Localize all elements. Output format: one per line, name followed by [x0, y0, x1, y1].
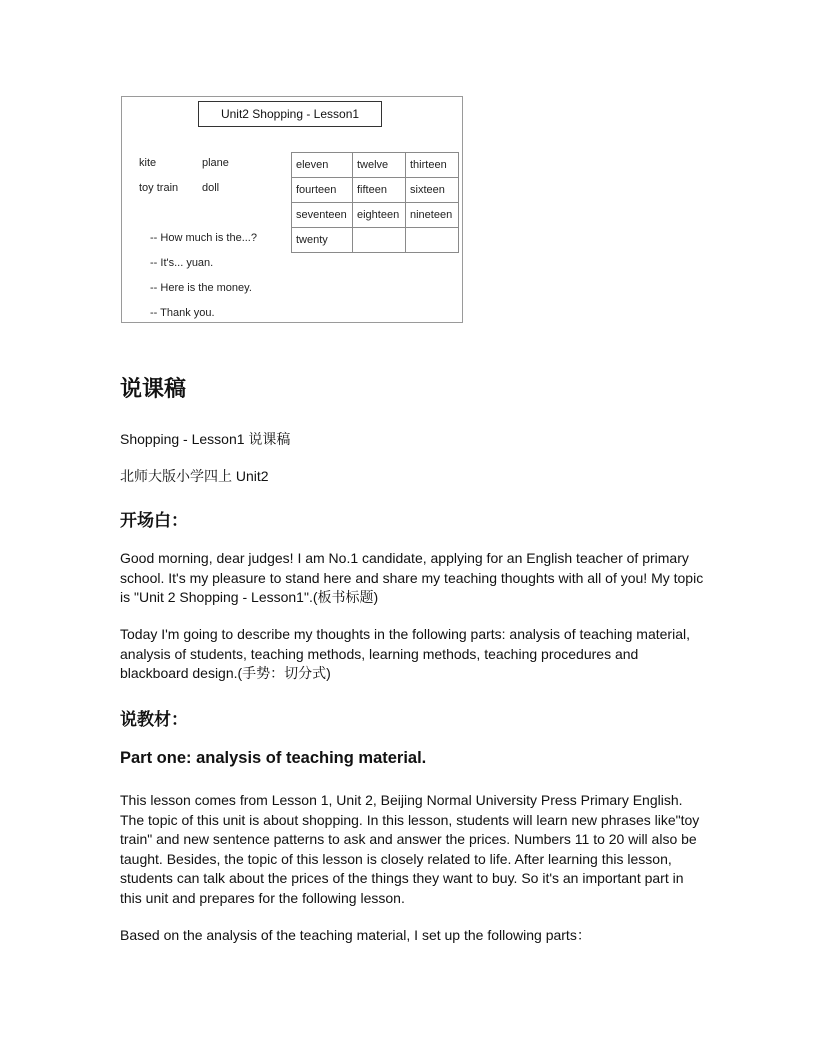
table-cell: twenty — [292, 228, 353, 253]
table-cell: seventeen — [292, 203, 353, 228]
opening-heading: 开场白： — [120, 511, 188, 531]
table-row — [292, 228, 459, 253]
table-cell: fourteen — [292, 178, 353, 203]
table-row — [292, 178, 459, 203]
page-title: 说课稿 — [120, 377, 187, 402]
table-cell: twelve — [353, 153, 406, 178]
material-heading: 说教材： — [120, 710, 188, 730]
board-title: Unit2 Shopping - Lesson1 — [198, 101, 382, 127]
sentence-4: -- Thank you. — [150, 307, 215, 319]
table-cell: eleven — [292, 153, 353, 178]
table-cell: nineteen — [406, 203, 459, 228]
sentence-1: -- How much is the...? — [150, 232, 257, 244]
table-cell: sixteen — [406, 178, 459, 203]
doc-subtitle-2: 北师大版小学四上 Unit2 — [120, 468, 269, 484]
table-row — [292, 153, 459, 178]
material-paragraph-1: This lesson comes from Lesson 1, Unit 2, Beijing Normal University Press Primary English. The topic of this unit is about shopping. In this lesson, students will learn new phrases like"toy train" and new sentence patterns to ask and answer the prices. Numbers 11 to 20 will also be taught. Besides, the topic of this lesson is closely related to life. After learning this lesson, students can talk about the prices of the things they want to buy. So it's an important part in this unit and prepares for the following lesson. — [120, 792, 700, 906]
blackboard-design-image — [121, 96, 463, 323]
table-cell: fifteen — [353, 178, 406, 203]
opening-paragraph-2: Today I'm going to describe my thoughts in the following parts: analysis of teaching material, analysis of students, teaching methods, learning methods, teaching procedures and blackboard design.(手势：切分式) — [120, 626, 690, 681]
numbers-table — [291, 152, 459, 253]
word-plane: plane — [202, 157, 229, 169]
word-doll: doll — [202, 182, 220, 194]
opening-paragraph-1: Good morning, dear judges! I am No.1 candidate, applying for an English teacher of primary school. It's my pleasure to stand here and share my teaching thoughts with all of you! My topic is "Unit 2 Shopping - Lesson1".(板书标题) — [120, 550, 704, 605]
sentence-2: -- It's... yuan. — [150, 257, 214, 269]
material-paragraph-2: Based on the analysis of the teaching material, I set up the following parts： — [120, 927, 591, 943]
table-cell — [353, 228, 406, 253]
doc-subtitle-1: Shopping - Lesson1 说课稿 — [120, 431, 291, 447]
table-row — [292, 203, 459, 228]
sentence-3: -- Here is the money. — [150, 282, 252, 294]
word-toy-train: toy train — [139, 182, 179, 194]
table-cell: thirteen — [406, 153, 459, 178]
part-one-heading: Part one: analysis of teaching material. — [120, 749, 427, 767]
table-cell: eighteen — [353, 203, 406, 228]
table-cell — [406, 228, 459, 253]
word-kite: kite — [139, 157, 157, 169]
